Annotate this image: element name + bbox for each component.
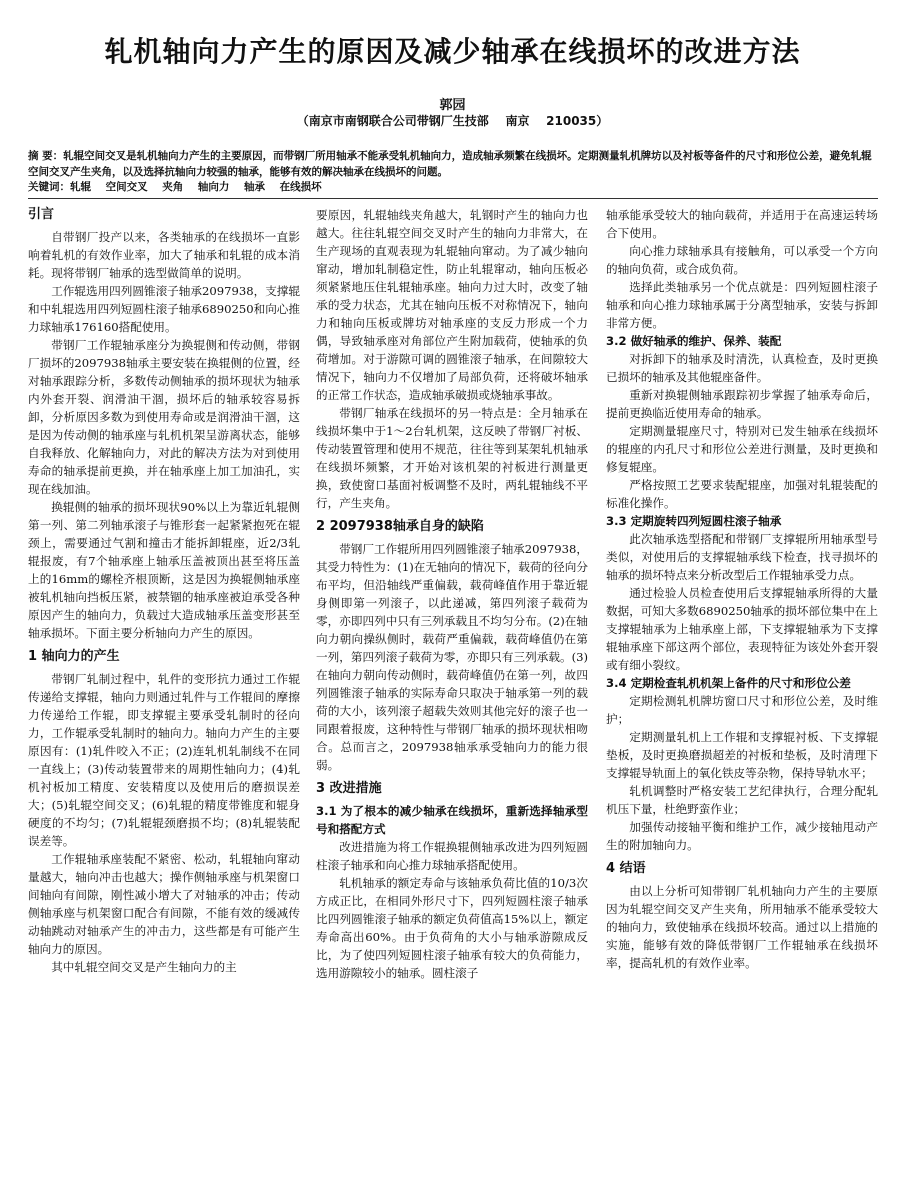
paragraph: 自带钢厂投产以来，各类轴承的在线损坏一直影响着轧机的有效作业率，加大了轴承和轧辊的成本消耗。现将带钢厂轴承的选型做简单的说明。 [28,230,300,280]
paragraph: 由以上分析可知带钢厂轧机轴向力产生的主要原因为轧辊空间交叉产生夹角，所用轴承不能承受较大的轴向力，致使轴承在线损坏较高。通过以上措施的实施，能够有效的降低带钢厂工作辊轴承在线损坏率，提高轧机的有效作业率。 [606,884,878,970]
subsection-heading-3-3: 3.3 定期旋转四列短圆柱滚子轴承 [606,514,782,528]
header-divider [28,198,878,199]
paragraph: 工作辊选用四列圆锥滚子轴承2097938，支撑辊和中轧辊选用四列短圆柱滚子轴承6890250和向心推力球轴承176160搭配使用。 [28,284,300,334]
paragraph: 向心推力球轴承具有接触角，可以承受一个方向的轴向负荷，或合成负荷。 [606,244,878,276]
paragraph: 换辊侧的轴承的损坏现状90%以上为靠近轧辊侧第一列、第二列轴承滚子与锥形套一起紧紧抱死在辊颈上，需要通过气割和撞击才能拆卸辊座，近2/3轧辊报废，有7个轴承座上轴承压盖被顶出甚至将压盖上的16mm的螺栓齐根顶断，这是因为换辊侧轴承座被轧机轴向挡板压紧，被禁锢的轴承座被迫承受各种原因产生的轴向力，负载过大造成轴承压盖变形甚至轴承损坏。下面主要分析轴向力产生的原因。 [28,500,300,640]
section-heading-2: 2 2097938轴承自身的缺陷 [316,519,484,534]
subsection-heading-3-2: 3.2 做好轴承的维护、保养、装配 [606,334,782,348]
abstract-text: 轧辊空间交叉是轧机轴向力产生的主要原因，而带钢厂所用轴承不能承受轧机轴向力，造成轴承频繁在线损坏。定期测量轧机牌坊以及衬板等备件的尺寸和形位公差，避免轧辊空间交叉产生夹角，以及选择抗轴向力较强的轴承，能够有效的解决轴承在线损坏的问题。 [28,150,872,178]
paragraph: 带钢厂轧制过程中，轧件的变形抗力通过工作辊传递给支撑辊，轴向力则通过轧件与工作辊间的摩擦力传递给工作辊，即支撑辊主要承受轧制时的径向力，工作辊承受轧制时的轴向力。轴向力产生的主要原因有：(1)轧件咬入不正；(2)连轧机轧制线不在同一直线上；(3)传动装置带来的周期性轴向力；(4)轧机衬板加工精度、安装精度以及使用后的磨损误差大；(5)轧辊空间交叉；(6)轧辊的精度带锥度和辊身硬度的不均匀；(7)轧辊辊颈磨损不均；(8)轧辊装配误差等。 [28,672,300,848]
paragraph: 要原因，轧辊轴线夹角越大，轧钢时产生的轴向力也越大。往往轧辊空间交叉时产生的轴向力非常大，在生产现场的直观表现为轧辊轴向窜动。为了减少轴向窜动，增加轧制稳定性，防止轧辊窜动，轴向压板必须紧紧地压住轧辊轴承座。轴向力过大时，改变了轴承的受力状态，尤其在轴向压板不对称情况下，轴向力和轴向压板或牌坊对轴承座的支反力形成一个力偶，导致轴承座对角部位产生附加载荷，使轴承的负荷增加。对于游隙可调的圆锥滚子轴承，在间隙较大情况下，轴向力不仅增加了局部负荷，还将破坏轴承的正常工作状态，造成轴承破损或烧轴承事故。 [316,208,588,402]
keywords [28,180,878,194]
paragraph: 带钢厂工作辊轴承座分为换辊侧和传动侧，带钢厂损坏的2097938轴承主要安装在换辊侧的位置，经对轴承跟踪分析，多数传动侧轴承的损坏现状为轴承内外套开裂、润滑油干涸，损坏后的轴承较容易拆卸，分析原因多数为到使用寿命或是润滑油干涸，这是因为传动侧的轴承座与轧机机架呈游离状态，能够自我释放、化解轴向力，对此的解决方法为对到使用寿命的轴承提前更换，并在轴承座上加工加油孔，实现在线加油。 [28,338,300,496]
affiliation: （南京市南钢联合公司带钢厂生技部 南京 210035） [296,114,609,128]
paragraph: 定期检测轧机牌坊窗口尺寸和形位公差，及时维护； [606,694,878,726]
paper-title: 轧机轴向力产生的原因及减少轴承在线损坏的改进方法 [104,35,801,68]
column-3 [606,206,878,1174]
abstract-label: 摘 要： [28,150,64,162]
paragraph: 对拆卸下的轴承及时清洗，认真检查，及时更换已损坏的轴承及其他辊座备件。 [606,352,878,384]
paragraph: 轧机调整时严格安装工艺纪律执行，合理分配轧机压下量，杜绝野蛮作业； [606,784,878,816]
author: 郭园 [439,98,466,113]
section-heading-3: 3 改进措施 [316,781,382,796]
paragraph: 定期测量辊座尺寸，特别对已发生轴承在线损坏的辊座的内孔尺寸和形位公差进行测量，及时更换和修复辊座。 [606,424,878,474]
paragraph: 其中轧辊空间交叉是产生轴向力的主 [51,960,237,974]
paragraph: 选择此类轴承另一个优点就是：四列短圆柱滚子轴承和向心推力球轴承属于分离型轴承，安装与拆卸非常方便。 [606,280,878,330]
paragraph: 加强传动接轴平衡和维护工作，减少接轴甩动产生的附加轴向力。 [606,820,878,852]
paragraph: 带钢厂工作辊所用四列圆锥滚子轴承2097938，其受力特性为：(1)在无轴向的情况下，载荷的径向分布平均，但沿轴线严重偏载，载荷峰值作用于靠近辊身侧即第一列滚子，以此递减，第四列滚子载荷为零，亦即四列中只有三列承载且不均匀分布。(2)在轴向力朝向操纵侧时，载荷严重偏载，载荷峰值仍在第一列，第四列滚子载荷为零，亦即只有三列承载。(3)在轴向力朝向传动侧时，载荷峰值仍在第一列，故四列圆锥滚子轴承的实际寿命只取决于轴承第一列的载荷的大小，该列滚子超载失效则其他完好的滚子也一同跟着报废，这种特性与带钢厂轴承的损坏现状相吻合。总而言之，2097938轴承承受轴向力的能力很弱。 [316,542,588,772]
column-1 [28,206,300,1174]
paragraph: 改进措施为将工作辊换辊侧轴承改进为四列短圆柱滚子轴承和向心推力球轴承搭配使用。 [316,840,588,872]
paragraph: 轧机轴承的额定寿命与该轴承负荷比值的10/3次方成正比，在相同外形尺寸下，四列短圆柱滚子轴承比四列圆锥滚子轴承的额定负荷值高15%以上，额定寿命高出60%。由于负荷角的大小与轴承游隙成反比，为了使四列短圆柱滚子轴承有较大的负荷能力，选用游隙较小的轴承。圆柱滚子 [316,876,588,980]
section-heading-4: 4 结语 [606,861,646,876]
paragraph: 严格按照工艺要求装配辊座，加强对轧辊装配的标准化操作。 [606,478,878,510]
paragraph: 重新对换辊侧轴承跟踪初步掌握了轴承寿命后，提前更换临近使用寿命的轴承。 [606,388,878,420]
keywords-text: 轧辊 空间交叉 夹角 轴向力 轴承 在线损坏 [70,181,322,193]
column-2 [316,206,588,1174]
paragraph: 工作辊轴承座装配不紧密、松动，轧辊轴向窜动量越大，轴向冲击也越大；操作侧轴承座与机架窗口间轴向有间隙，刚性减小增大了对轴承的冲击；传动侧轴承座与机架窗口配合有间隙，不能有效的缓减传动轴跳动对轴承产生的冲击力，这些都是有可能产生轴向力的原因。 [28,852,300,956]
subsection-heading-3-1: 3.1 为了根本的减少轴承在线损坏，重新选择轴承型号和搭配方式 [316,804,588,836]
abstract [28,148,878,180]
section-heading-intro: 引言 [28,207,55,222]
paragraph: 轴承能承受较大的轴向载荷，并适用于在高速运转场合下使用。 [606,208,878,240]
subsection-heading-3-4: 3.4 定期检查轧机机架上备件的尺寸和形位公差 [606,676,851,690]
paragraph: 带钢厂轴承在线损坏的另一特点是：全月轴承在线损坏集中于1～2台轧机架，这反映了带钢厂衬板、传动装置管理和使用不规范，往往等到某架轧机轴承在线损坏频繁，才开始对该机架的衬板进行测量更换，致使窗口基面衬板调整不及时，两轧辊轴线不平行，产生夹角。 [316,406,588,510]
section-heading-1: 1 轴向力的产生 [28,649,120,664]
paragraph: 定期测量轧机上工作辊和支撑辊衬板、下支撑辊垫板，及时更换磨损超差的衬板和垫板，及时清理下支撑辊导轨面上的氧化铁皮等杂物，保持导轨水平； [606,730,878,780]
keywords-label: 关键词： [28,181,70,193]
paragraph: 此次轴承选型搭配和带钢厂支撑辊所用轴承型号类似，对使用后的支撑辊轴承线下检查，找寻损坏的轴承的损坏特点来分析改型后工作辊轴承受力点。 [606,532,878,582]
paragraph: 通过检验人员检查使用后支撑辊轴承所得的大量数据，可知大多数6890250轴承的损坏部位集中在上支撑辊轴承为上轴承座上部，下支撑辊轴承为下支撑辊轴承座下部这两个部位，表现特征为该处外套开裂或有细小裂纹。 [606,586,878,672]
